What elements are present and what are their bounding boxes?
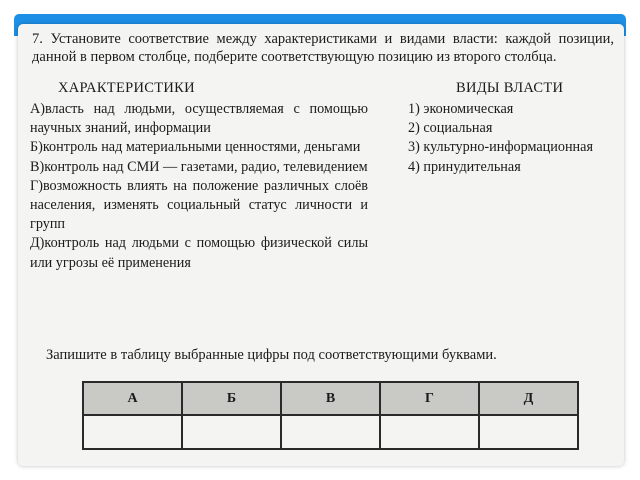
characteristic-item: В)контроль над СМИ — газетами, радио, телевидением bbox=[30, 158, 368, 175]
answer-header-cell: Б bbox=[182, 382, 281, 415]
answer-table bbox=[82, 381, 579, 450]
characteristic-item: Б)контроль над материальными ценностями, деньгами bbox=[30, 139, 361, 156]
answer-cell[interactable] bbox=[380, 415, 479, 449]
answer-cell[interactable] bbox=[83, 415, 182, 449]
characteristic-item: А)власть над людьми, осуществляемая с помощью научных знаний, информации bbox=[30, 101, 368, 137]
task-statement bbox=[32, 30, 614, 66]
answer-table-row bbox=[83, 415, 578, 449]
characteristics-header: ХАРАКТЕРИСТИКИ bbox=[58, 80, 195, 96]
power-type-item: 3) культурно-информационная bbox=[408, 139, 593, 156]
power-type-item: 1) экономическая bbox=[408, 101, 514, 117]
characteristic-item: Д)контроль над людьми с помощью физической силы или угрозы её применения bbox=[30, 235, 368, 271]
characteristic-item: Г)возможность влиять на положение различных слоёв населения, изменять социальный статус личности и групп bbox=[30, 177, 368, 233]
answer-header-cell: Г bbox=[380, 382, 479, 415]
answer-header-cell: Д bbox=[479, 382, 578, 415]
answer-header-cell: В bbox=[281, 382, 380, 415]
characteristics-list bbox=[30, 100, 368, 273]
task-number: 7. bbox=[32, 31, 43, 47]
power-types-list bbox=[408, 100, 618, 177]
answer-table-header-row bbox=[83, 382, 578, 415]
answer-header-cell: А bbox=[83, 382, 182, 415]
answer-cell[interactable] bbox=[479, 415, 578, 449]
power-type-item: 4) принудительная bbox=[408, 158, 521, 175]
answer-cell[interactable] bbox=[182, 415, 281, 449]
task-text: Установите соответствие между характеристиками и видами власти: каждой позиции, данной в первом столбце, подберите соответствующую позицию из второго столбца. bbox=[32, 31, 614, 65]
power-type-item: 2) социальная bbox=[408, 120, 493, 137]
instruction-text: Запишите в таблицу выбранные цифры под соответствующими буквами. bbox=[46, 347, 497, 363]
answer-cell[interactable] bbox=[281, 415, 380, 449]
power-types-header: ВИДЫ ВЛАСТИ bbox=[456, 80, 564, 96]
